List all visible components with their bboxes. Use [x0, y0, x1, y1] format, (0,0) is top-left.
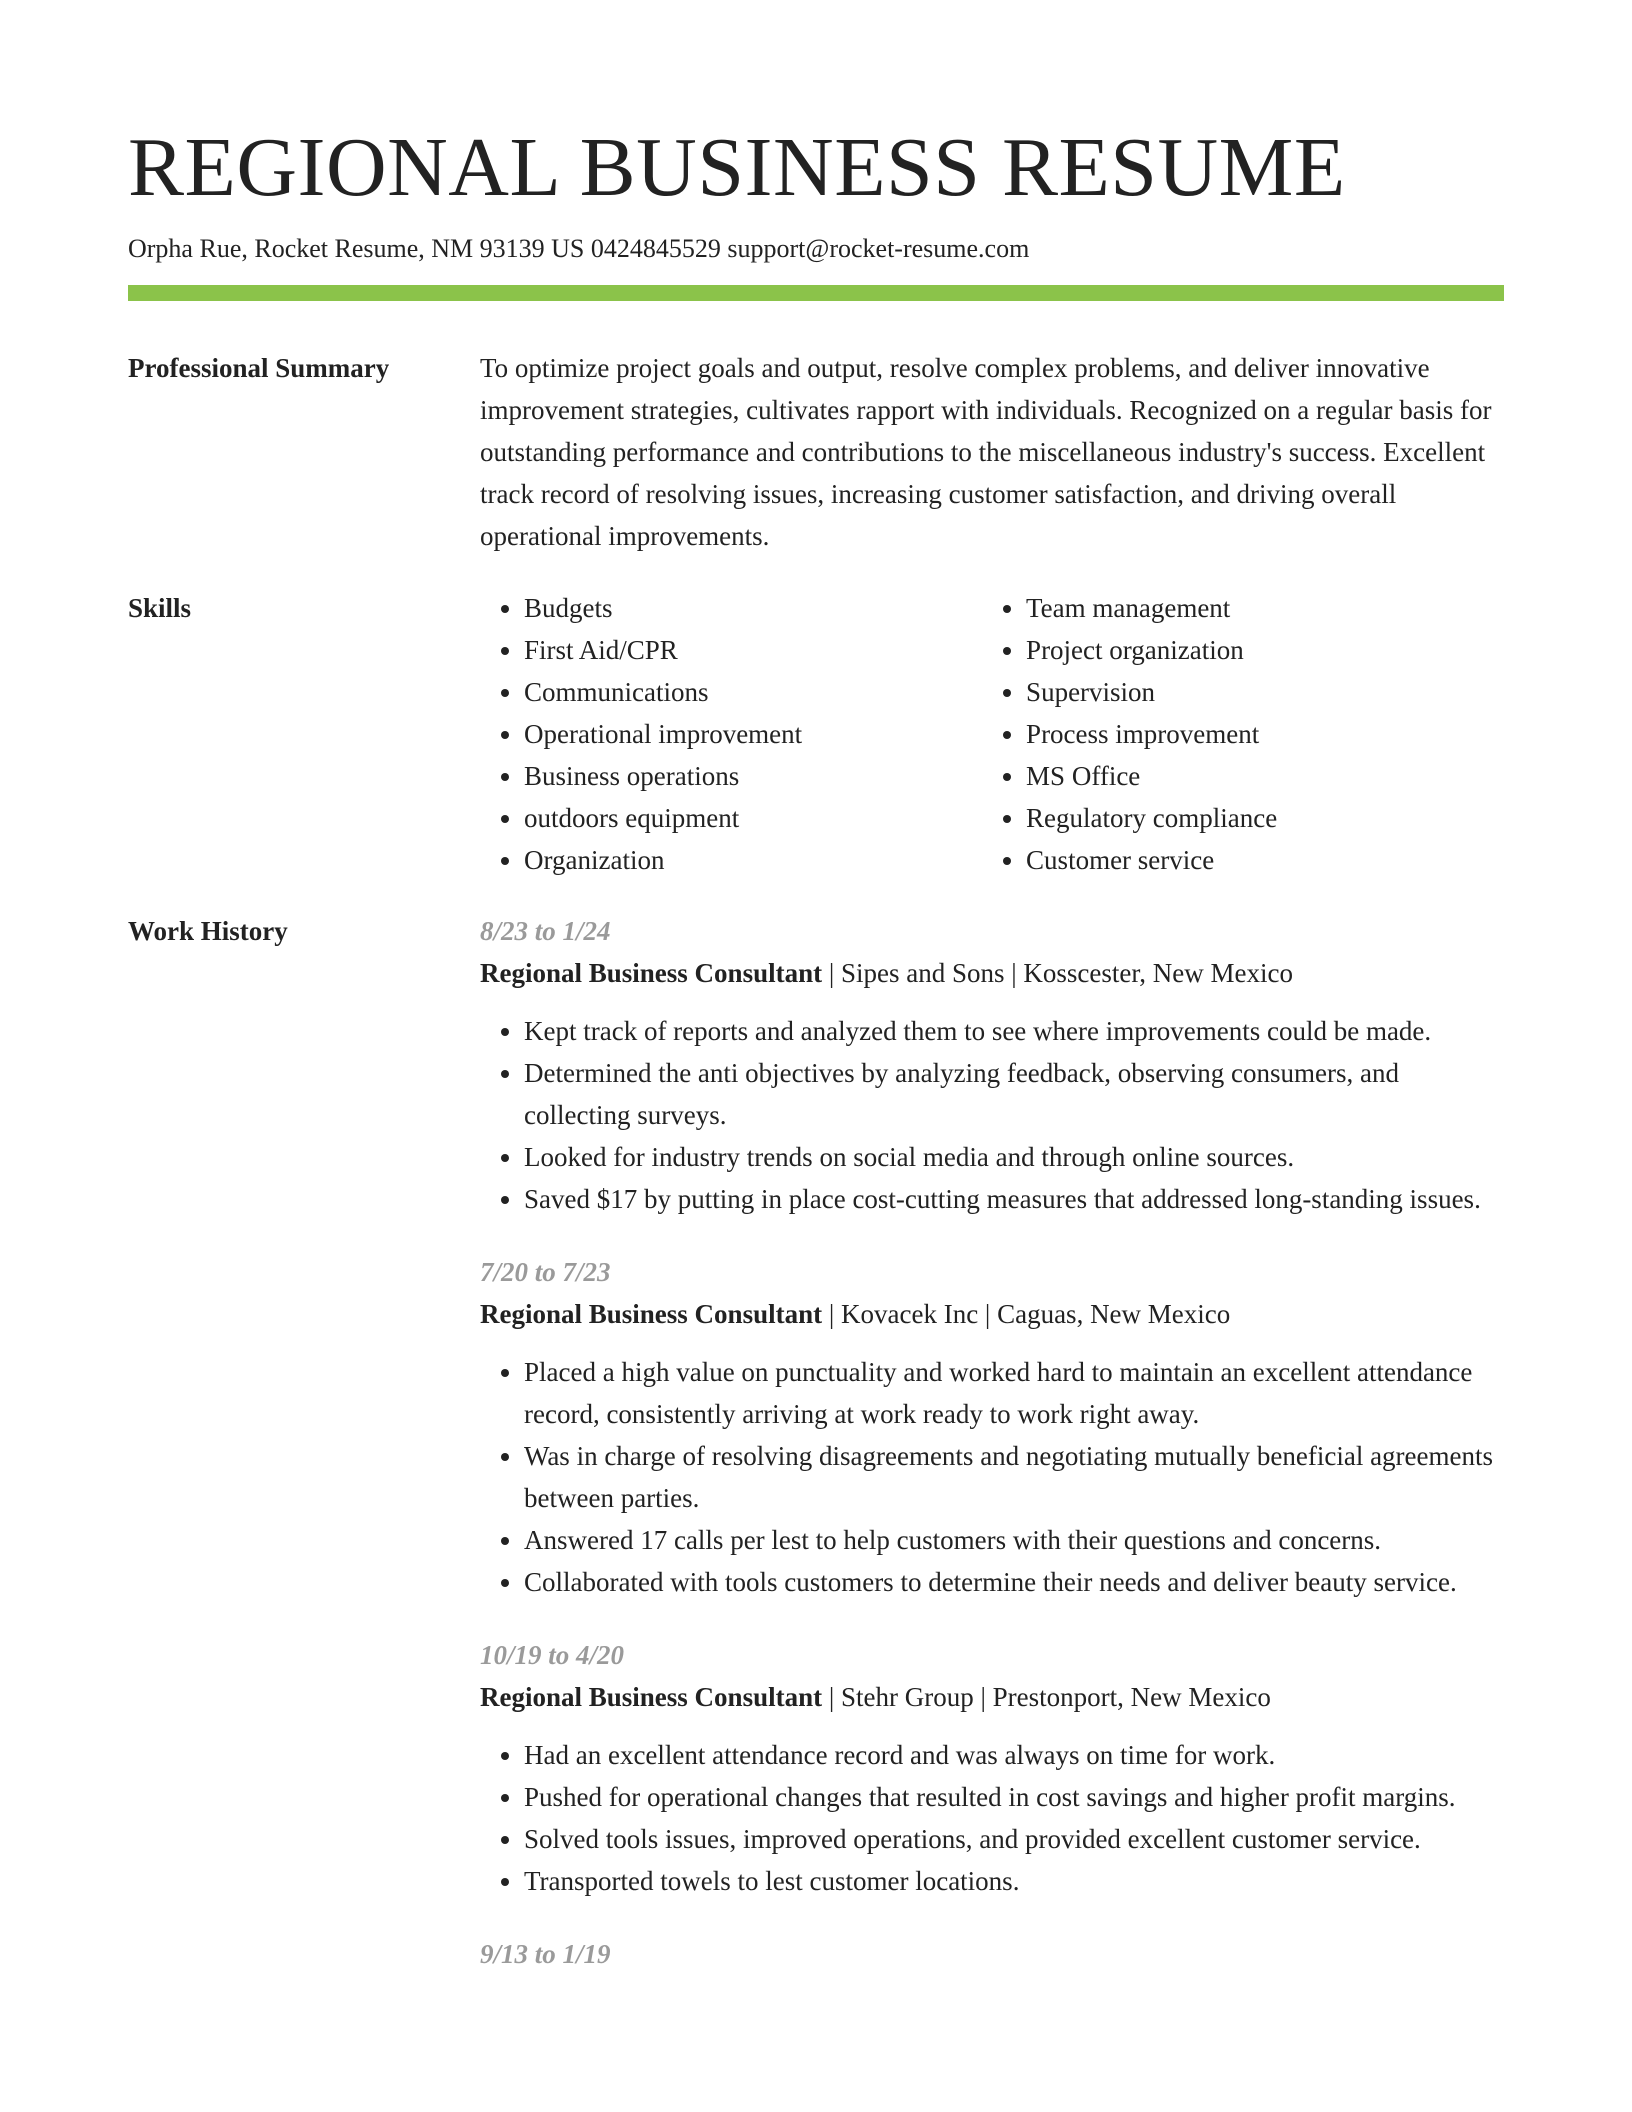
summary-text: To optimize project goals and output, resolve complex problems, and deliver innovative improvement strategies, cultivates rapport with individuals. Recognized on a regular basis for outstanding performance and contributions to the miscellaneous industry's success. Excellent track record of resolving issues, increasing customer satisfaction, and driving overall operational improvements.: [480, 353, 1492, 551]
job-bullet: • Kept track of reports and analyzed them to see where improvements could be made.: [524, 1010, 1504, 1052]
job-bullet: • Transported towels to lest customer locations.: [524, 1860, 1504, 1902]
job-title: Regional Business Consultant: [480, 1682, 823, 1712]
summary-heading: Professional Summary: [128, 353, 390, 383]
work-history-body: [480, 910, 1504, 2006]
job-bullet: • Determined the anti objectives by analyzing feedback, observing consumers, and collecting surveys.: [524, 1052, 1504, 1136]
job-employer-location: | Sipes and Sons | Kosscester, New Mexico: [822, 958, 1294, 988]
work-history-heading: Work History: [128, 916, 288, 946]
job-employer-location: | Kovacek Inc | Caguas, New Mexico: [822, 1299, 1231, 1329]
job-bullet: • Answered 17 calls per lest to help customers with their questions and concerns.: [524, 1519, 1504, 1561]
job-bullet: • Collaborated with tools customers to determine their needs and deliver beauty service.: [524, 1561, 1504, 1603]
job-employer-location: | Stehr Group | Prestonport, New Mexico: [822, 1682, 1271, 1712]
skill-item: • First Aid/CPR: [524, 629, 982, 671]
job-bullet: • Pushed for operational changes that resulted in cost savings and higher profit margins.: [524, 1776, 1504, 1818]
job-title: Regional Business Consultant: [480, 958, 823, 988]
job-dates: 9/13 to 1/19: [480, 1939, 611, 1969]
job-entry: [480, 910, 1504, 1220]
skill-item: • Operational improvement: [524, 713, 982, 755]
job-dates: 7/20 to 7/23: [480, 1257, 611, 1287]
job-bullet: • Looked for industry trends on social media and through online sources.: [524, 1136, 1504, 1178]
skill-item: • Budgets: [524, 587, 982, 629]
skill-item: • Project organization: [1026, 629, 1504, 671]
job-entry: [480, 1251, 1504, 1603]
job-entry: [480, 1933, 1504, 1975]
skill-item: • outdoors equipment: [524, 797, 982, 839]
job-bullet: • Had an excellent attendance record and was always on time for work.: [524, 1734, 1504, 1776]
job-entry: [480, 1634, 1504, 1902]
summary-body: [480, 347, 1504, 557]
skill-item: • Team management: [1026, 587, 1504, 629]
job-bullet: • Saved $17 by putting in place cost-cutting measures that addressed long-standing issues.: [524, 1178, 1504, 1220]
skill-item: • Communications: [524, 671, 982, 713]
contact-line: Orpha Rue, Rocket Resume, NM 93139 US 0424845529 support@rocket-resume.com: [128, 234, 1030, 263]
skill-item: • Customer service: [1026, 839, 1504, 881]
skills-column-right: [982, 587, 1504, 881]
skill-item: • Supervision: [1026, 671, 1504, 713]
job-title: Regional Business Consultant: [480, 1299, 823, 1329]
resume-title: REGIONAL BUSINESS RESUME: [128, 121, 1346, 214]
skill-item: • MS Office: [1026, 755, 1504, 797]
skill-item: • Organization: [524, 839, 982, 881]
job-heading: [480, 952, 1504, 994]
accent-divider: [128, 285, 1504, 301]
skill-item: • Business operations: [524, 755, 982, 797]
job-dates: 10/19 to 4/20: [480, 1640, 625, 1670]
skill-item: • Regulatory compliance: [1026, 797, 1504, 839]
job-dates: 8/23 to 1/24: [480, 916, 611, 946]
skills-column-left: [480, 587, 982, 881]
job-bullets: [480, 1734, 1504, 1902]
job-heading: [480, 1293, 1504, 1335]
skills-list: [480, 587, 1504, 881]
job-bullets: [480, 1010, 1504, 1220]
skill-item: • Process improvement: [1026, 713, 1504, 755]
job-bullets: [480, 1351, 1504, 1603]
job-heading: [480, 1676, 1504, 1718]
job-bullet: • Placed a high value on punctuality and worked hard to maintain an excellent attendance record, consistently arriving at work ready to work right away.: [524, 1351, 1504, 1435]
job-bullet: • Was in charge of resolving disagreements and negotiating mutually beneficial agreements between parties.: [524, 1435, 1504, 1519]
skills-heading: Skills: [128, 593, 192, 623]
job-bullet: • Solved tools issues, improved operations, and provided excellent customer service.: [524, 1818, 1504, 1860]
